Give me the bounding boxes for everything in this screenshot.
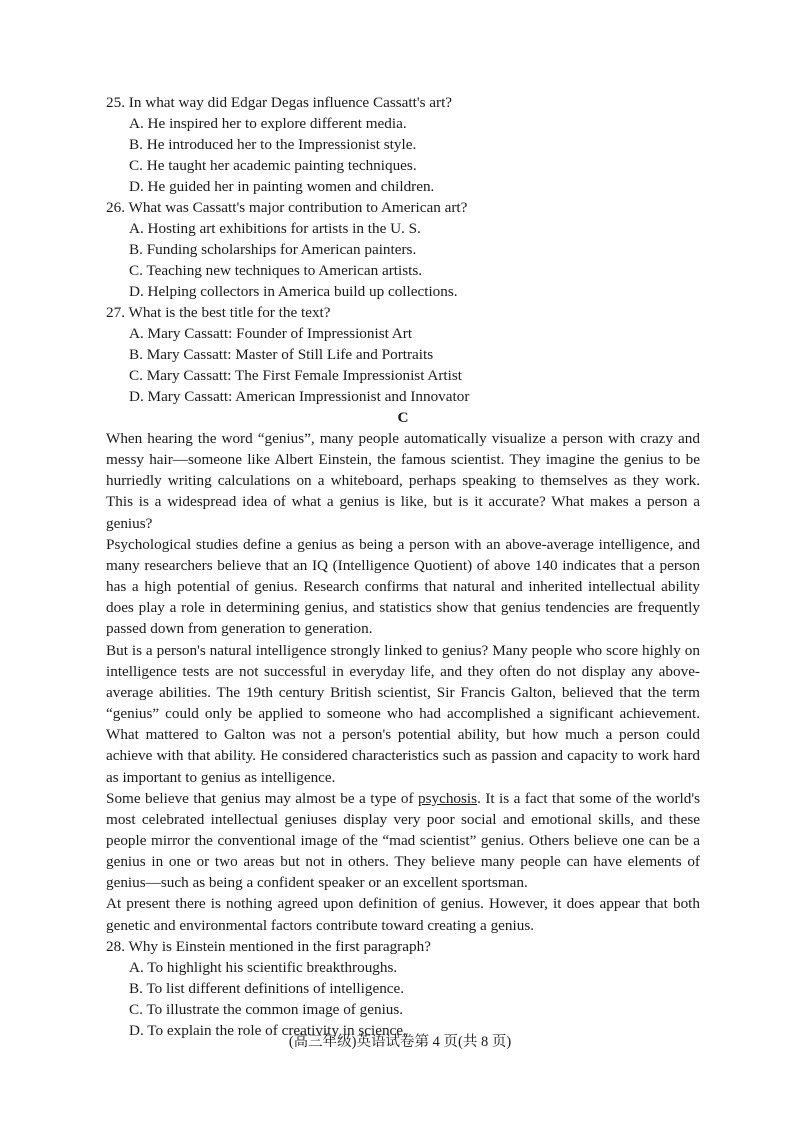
paragraph-text: . It is a fact that some of the world's most celebrated intellectual geniuses display very poor social and emotional skills, and these people mirror the conventional image of the “mad scientist” genius. Others believe one can be a genius in one or two areas but not in others. They believe many people can have elements of genius—such as being a confident speaker or an excellent sportsman. bbox=[106, 789, 701, 892]
answer-option: B. Mary Cassatt: Master of Still Life and Portraits bbox=[129, 346, 434, 363]
question-27 bbox=[106, 302, 700, 407]
question-stem: 27. What is the best title for the text? bbox=[106, 304, 331, 321]
answer-option: B. He introduced her to the Impressionist style. bbox=[129, 136, 417, 153]
answer-option: B. To list different definitions of intelligence. bbox=[129, 979, 405, 997]
answer-option: A. Hosting art exhibitions for artists in the U. S. bbox=[129, 220, 421, 237]
question-stem: 25. In what way did Edgar Degas influence Cassatt's art? bbox=[106, 94, 453, 111]
page-footer: (高三年级)英语试卷第 4 页(共 8 页) bbox=[288, 1034, 512, 1050]
answer-option: D. He guided her in painting women and children. bbox=[129, 178, 435, 195]
answer-option: D. Helping collectors in America build up collections. bbox=[129, 283, 458, 300]
question-26 bbox=[106, 197, 700, 302]
answer-option: C. He taught her academic painting techniques. bbox=[129, 157, 417, 174]
question-stem: 26. What was Cassatt's major contribution to American art? bbox=[106, 199, 468, 216]
answer-option: A. He inspired her to explore different media. bbox=[129, 115, 407, 132]
answer-option: A. To highlight his scientific breakthroughs. bbox=[129, 958, 398, 976]
answer-option: C. Teaching new techniques to American artists. bbox=[129, 262, 423, 279]
answer-option: D. Mary Cassatt: American Impressionist and Innovator bbox=[129, 388, 470, 405]
question-25 bbox=[106, 92, 700, 197]
passage-paragraph-3: But is a person's natural intelligence strongly linked to genius? Many people who score highly on intelligence tests are not successful in everyday life, and they often do not display any above-average abilities. The 19th century British scientist, Sir Francis Galton, believed that the term “genius” could only be applied to someone who had accomplished a significant achievement. What mattered to Galton was not a person's potential ability, but how much a person could achieve with that ability. He considered characteristics such as passion and capacity to work hard as important to genius as intelligence. bbox=[106, 641, 700, 786]
passage-paragraph-5: At present there is nothing agreed upon definition of genius. However, it does appear that both genetic and environmental factors contribute toward creating a genius. bbox=[106, 895, 700, 934]
answer-option: B. Funding scholarships for American painters. bbox=[129, 241, 417, 258]
page-content bbox=[106, 92, 700, 1041]
underlined-word: psychosis bbox=[417, 789, 478, 807]
answer-option: A. Mary Cassatt: Founder of Impressionist Art bbox=[129, 325, 413, 342]
answer-option: C. Mary Cassatt: The First Female Impressionist Artist bbox=[129, 367, 462, 384]
answer-option: C. To illustrate the common image of genius. bbox=[129, 1000, 404, 1018]
reading-passage bbox=[106, 428, 700, 936]
paragraph-text: Some believe that genius may almost be a type of bbox=[106, 789, 418, 807]
answer-option: D. To explain the role of creativity in science. bbox=[129, 1021, 407, 1039]
passage-paragraph-1: When hearing the word “genius”, many people automatically visualize a person with crazy and messy hair—someone like Albert Einstein, the famous scientist. They imagine the genius to be hurriedly writing calculations on a whiteboard, perhaps speaking to themselves as they work. This is a widespread idea of what a genius is like, but is it accurate? What makes a person a genius? bbox=[106, 430, 700, 532]
question-stem: 28. Why is Einstein mentioned in the first paragraph? bbox=[106, 937, 431, 955]
passage-paragraph-4 bbox=[106, 788, 700, 894]
passage-paragraph-2: Psychological studies define a genius as being a person with an above-average intelligence, and many researchers believe that an IQ (Intelligence Quotient) of above 140 indicates that a person has a high potential of genius. Research confirms that natural and inherited intellectual ability does play a role in determining genius, and statistics show that genius tendencies are frequently passed down from generation to generation. bbox=[106, 535, 700, 638]
section-heading: C bbox=[397, 409, 409, 426]
question-28 bbox=[106, 936, 700, 1041]
